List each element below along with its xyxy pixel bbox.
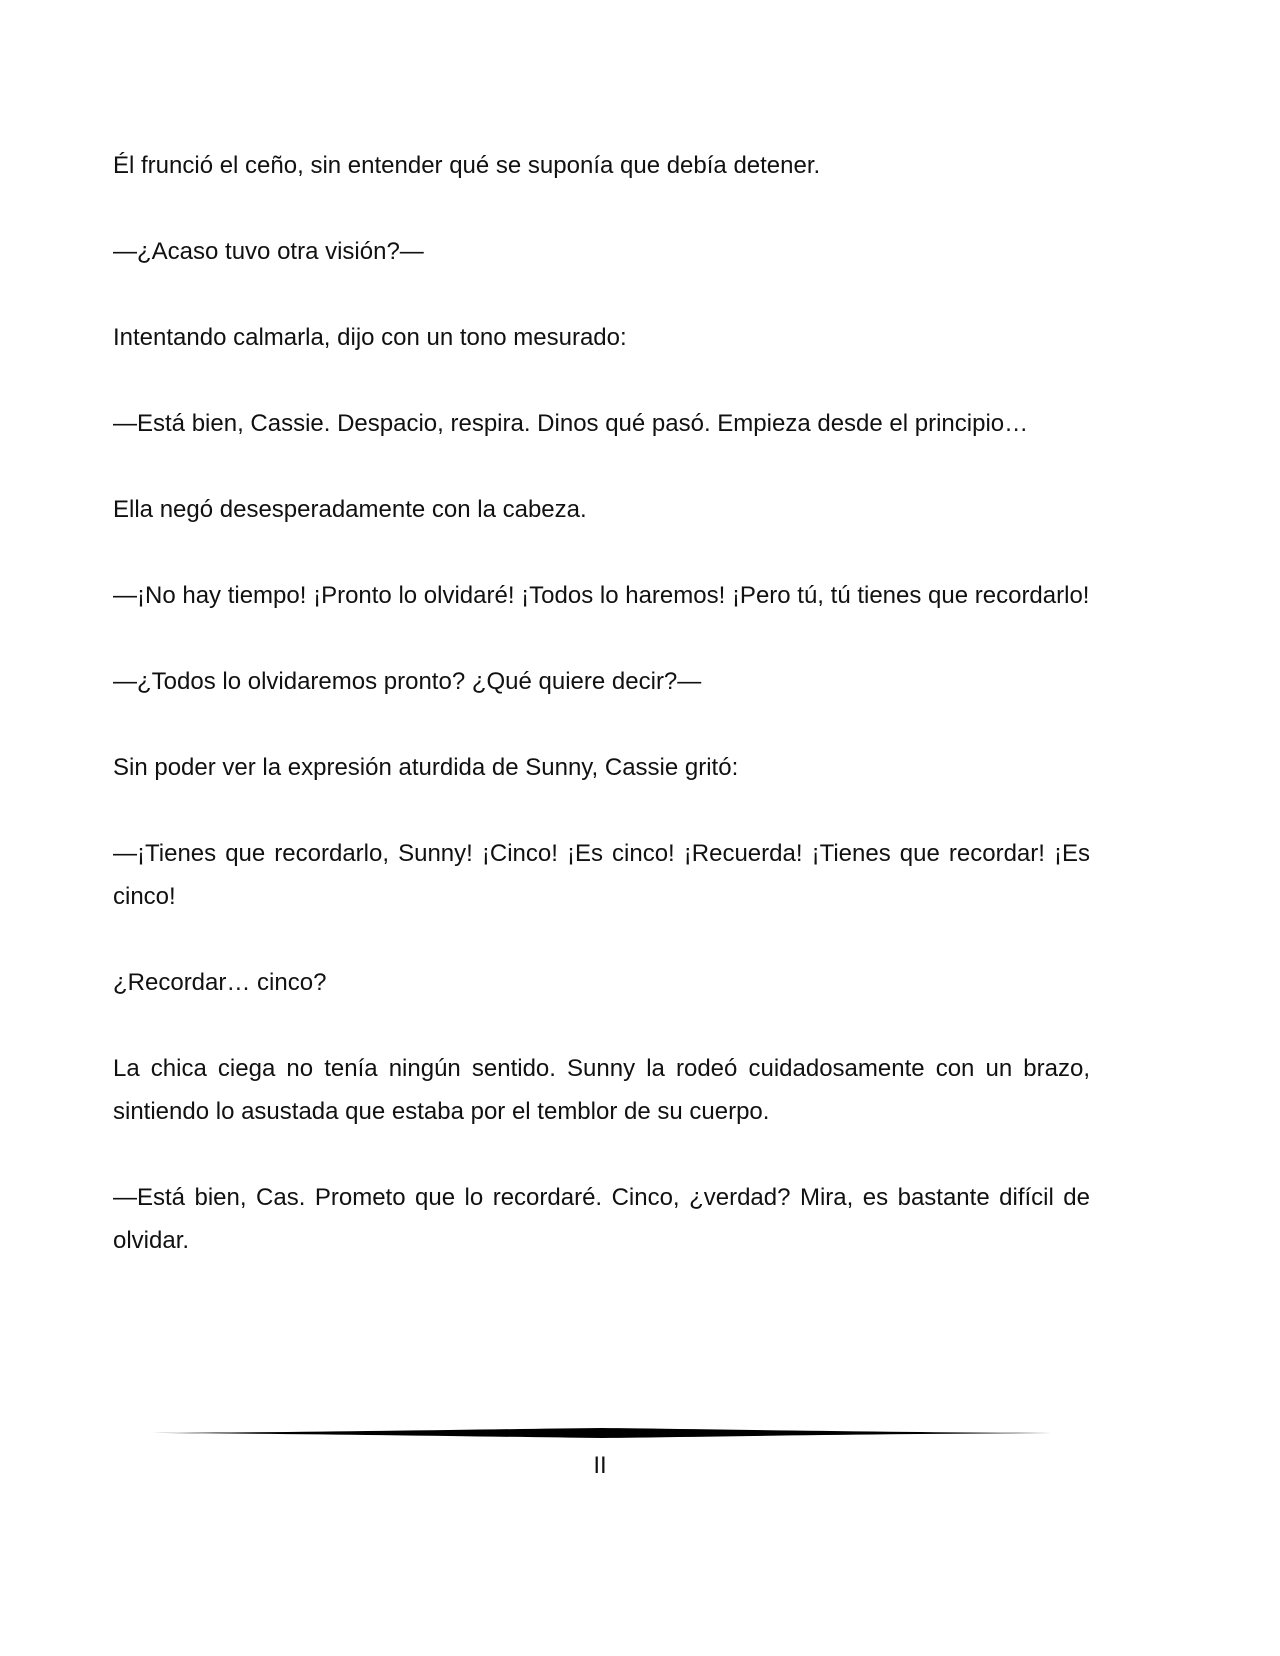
body-text: [113, 144, 1090, 1262]
paragraph-4: —Está bien, Cassie. Despacio, respira. Dinos qué pasó. Empieza desde el principio…: [113, 410, 1029, 437]
footer-divider: [152, 1426, 1052, 1440]
paragraph-8: Sin poder ver la expresión aturdida de Sunny, Cassie gritó:: [113, 754, 739, 781]
paragraph-10: ¿Recordar… cinco?: [113, 969, 327, 996]
paragraph-11: La chica ciega no tenía ningún sentido. Sunny la rodeó cuidadosamente con un brazo, sintiendo lo asustada que estaba por el temblor de su cuerpo.: [113, 1055, 1090, 1125]
paragraph-1: Él frunció el ceño, sin entender qué se suponía que debía detener.: [113, 152, 821, 179]
paragraph-5: Ella negó desesperadamente con la cabeza.: [113, 496, 587, 523]
paragraph-12: —Está bien, Cas. Prometo que lo recordaré. Cinco, ¿verdad? Mira, es bastante difícil de olvidar.: [113, 1184, 1090, 1254]
paragraph-3: Intentando calmarla, dijo con un tono mesurado:: [113, 324, 627, 351]
page-number: II: [593, 1452, 607, 1479]
paragraph-7: —¿Todos lo olvidaremos pronto? ¿Qué quiere decir?—: [113, 668, 702, 695]
paragraph-9: —¡Tienes que recordarlo, Sunny! ¡Cinco! ¡Es cinco! ¡Recuerda! ¡Tienes que recordar! ¡Es cinco!: [113, 840, 1090, 910]
paragraph-6: —¡No hay tiempo! ¡Pronto lo olvidaré! ¡Todos lo haremos! ¡Pero tú, tú tienes que recordarlo!: [113, 582, 1090, 609]
footer-divider-ornament: [152, 1426, 1052, 1440]
paragraph-2: —¿Acaso tuvo otra visión?—: [113, 238, 424, 265]
